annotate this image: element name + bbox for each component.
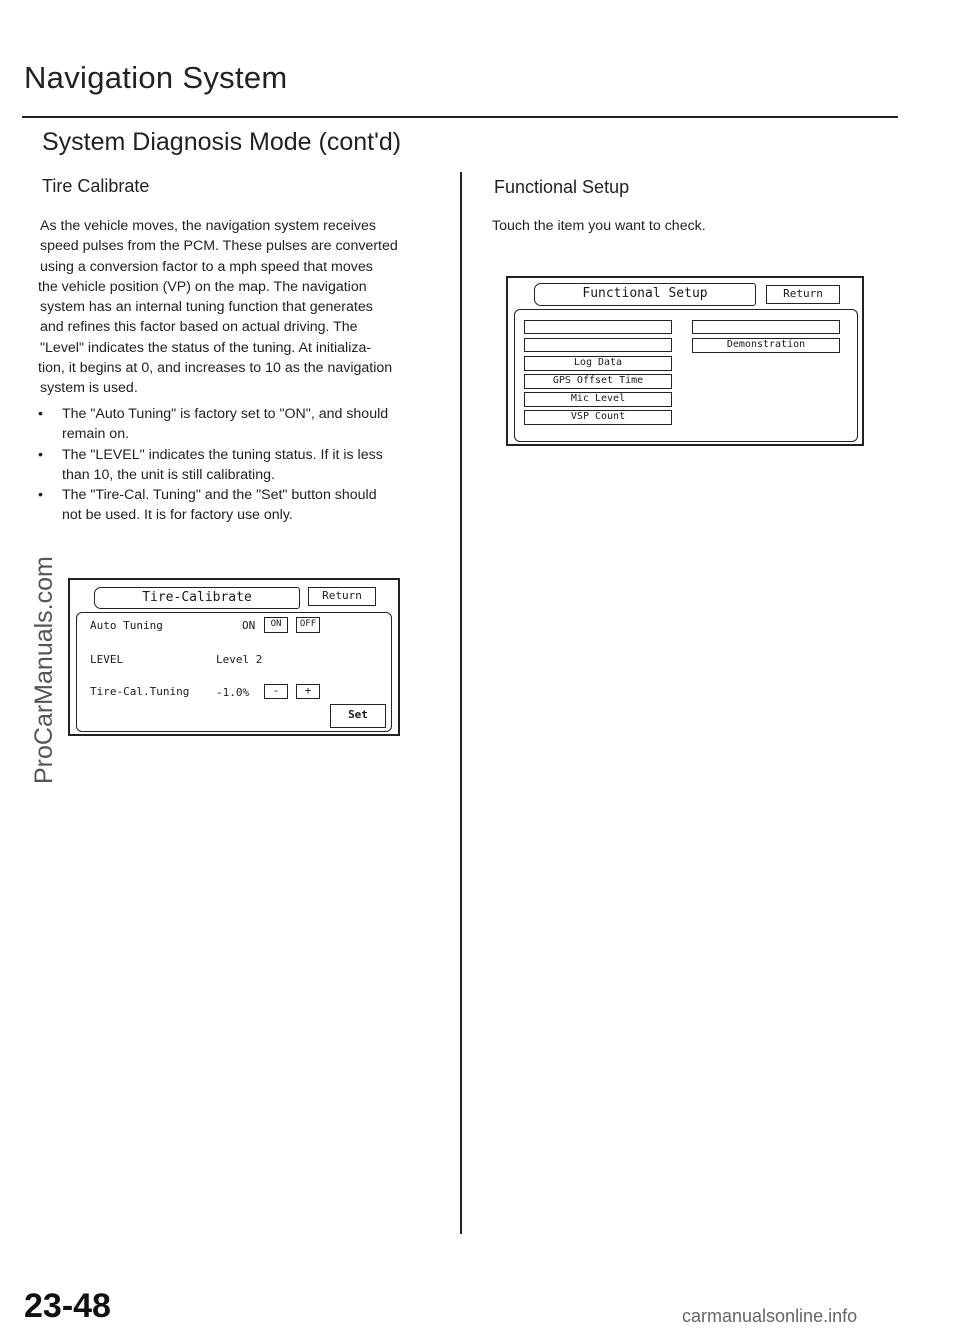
section-title: System Diagnosis Mode (cont'd) [42,128,402,156]
bullet-marker: • [38,446,43,463]
paragraph-line: speed pulses from the PCM. These pulses are converted [40,238,398,255]
title-rule [22,116,898,118]
functional-setup-heading: Functional Setup [494,177,630,197]
log-data-button[interactable]: Log Data [524,356,672,371]
auto-tuning-state: ON [242,619,256,632]
paragraph-line: "Level" indicates the status of the tuning. At initializa- [40,339,372,356]
watermark-left: ProCarManuals.com [30,556,58,784]
functional-setup-screen [506,276,864,446]
bullet-item [38,445,434,486]
bullet-item [38,485,434,526]
auto-tuning-label: Auto Tuning [90,619,163,632]
menu-item-blank[interactable] [692,320,840,334]
mic-level-button[interactable]: Mic Level [524,392,672,407]
on-button[interactable]: ON [264,617,288,633]
set-button[interactable]: Set [330,704,386,728]
page-title: Navigation System [24,60,288,95]
page-number: 23-48 [24,1287,111,1325]
paragraph-line: and refines this factor based on actual driving. The [40,319,358,336]
column-divider [460,172,462,1234]
bullet-line: The "Auto Tuning" is factory set to "ON", and should [62,406,389,422]
return-button[interactable]: Return [308,587,376,606]
watermark-bottom: carmanualsonline.info [682,1306,858,1326]
menu-item-blank[interactable] [524,320,672,334]
bullet-line: not be used. It is for factory use only. [62,507,293,524]
paragraph-line: system is used. [40,380,138,397]
tire-calibrate-bullets [38,404,434,526]
return-button[interactable]: Return [766,285,840,304]
demonstration-button[interactable]: Demonstration [692,338,840,353]
paragraph-line: system has an internal tuning function that generates [40,299,373,316]
functional-setup-intro: Touch the item you want to check. [492,218,706,234]
plus-button[interactable]: + [296,684,320,699]
tire-calibrate-heading: Tire Calibrate [42,176,150,196]
bullet-line: remain on. [62,426,130,443]
bullet-line: The "Tire-Cal. Tuning" and the "Set" button should [62,487,377,504]
level-label: LEVEL [90,653,124,666]
bullet-marker: • [38,487,43,504]
vsp-count-button[interactable]: VSP Count [524,410,672,425]
paragraph-line: using a conversion factor to a mph speed that moves [40,258,373,275]
minus-button[interactable]: - [264,684,288,699]
screen-title: Tire-Calibrate [94,587,300,609]
bullet-item [38,404,434,445]
screen-title: Functional Setup [534,283,756,306]
level-value: Level 2 [216,653,263,666]
tire-cal-tuning-value: -1.0% [216,686,250,699]
tire-calibrate-paragraph [40,216,432,399]
tire-cal-tuning-label: Tire-Cal.Tuning [90,685,190,698]
gps-offset-time-button[interactable]: GPS Offset Time [524,374,672,389]
paragraph-line: the vehicle position (VP) on the map. The navigation [38,278,367,295]
off-button[interactable]: OFF [296,617,320,633]
bullet-line: than 10, the unit is still calibrating. [62,466,275,483]
bullet-marker: • [38,406,43,422]
tire-calibrate-screen [68,578,400,736]
bullet-line: The "LEVEL" indicates the tuning status. If it is less [62,446,383,463]
paragraph-line: As the vehicle moves, the navigation system receives [40,218,376,234]
menu-item-blank[interactable] [524,338,672,352]
paragraph-line: tion, it begins at 0, and increases to 10 as the navigation [38,360,393,377]
